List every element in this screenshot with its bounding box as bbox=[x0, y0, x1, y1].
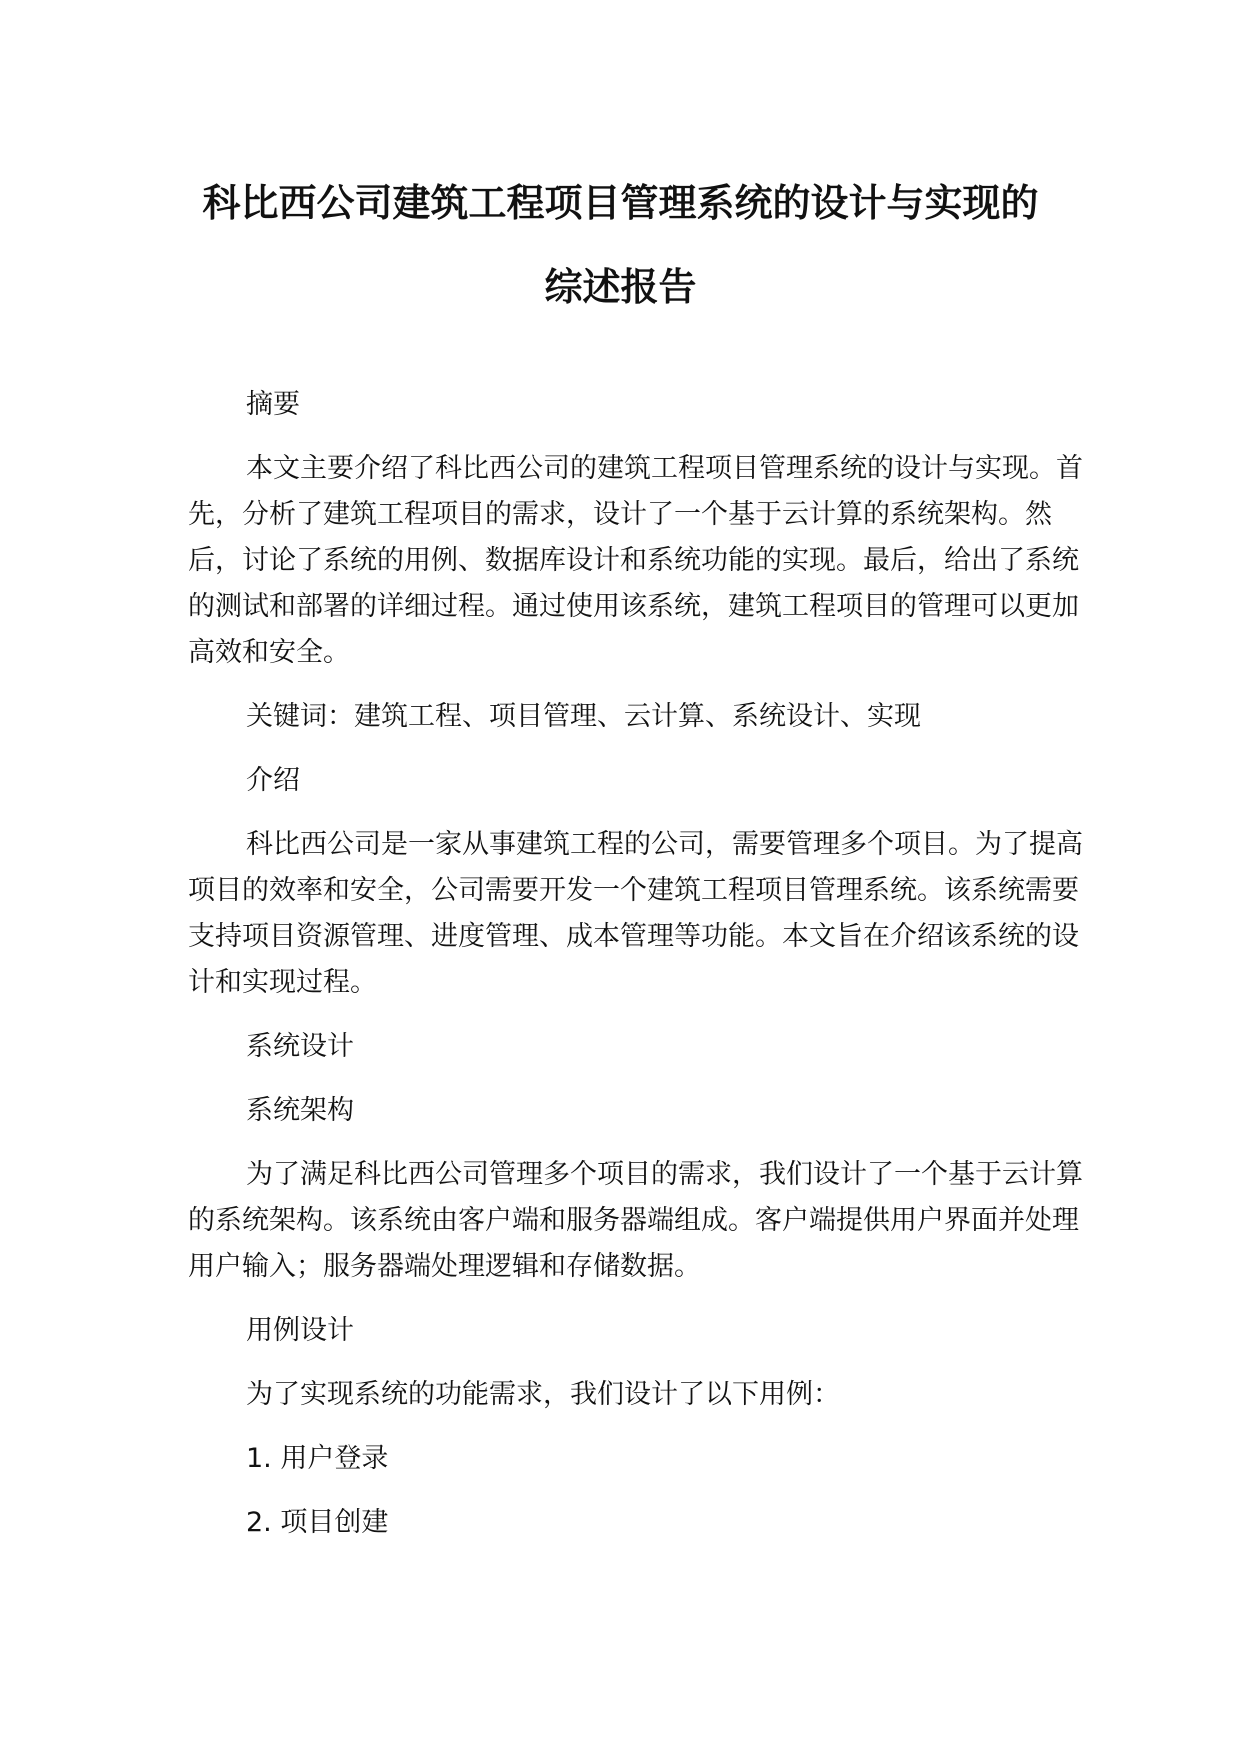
use-case-item: 2. 项目创建 bbox=[246, 1507, 389, 1538]
architecture-paragraph: 为了满足科比西公司管理多个项目的需求，我们设计了一个基于云计算的系统架构。该系统由客户端和服务器端组成。客户端提供用户界面并处理用户输入；服务器端处理逻辑和存储数据。 bbox=[188, 1159, 1083, 1282]
document-body bbox=[188, 382, 1088, 1546]
use-case-heading: 用例设计 bbox=[246, 1315, 354, 1346]
keywords-line: 关键词：建筑工程、项目管理、云计算、系统设计、实现 bbox=[246, 701, 921, 732]
system-design-heading: 系统设计 bbox=[246, 1031, 354, 1062]
system-architecture-heading: 系统架构 bbox=[246, 1095, 354, 1126]
document-title-line-2: 综述报告 bbox=[544, 265, 697, 309]
intro-paragraph: 科比西公司是一家从事建筑工程的公司，需要管理多个项目。为了提高项目的效率和安全，公司需要开发一个建筑工程项目管理系统。该系统需要支持项目资源管理、进度管理、成本管理等功能。本文旨在介绍该系统的设计和实现过程。 bbox=[188, 829, 1083, 998]
abstract-paragraph: 本文主要介绍了科比西公司的建筑工程项目管理系统的设计与实现。首先，分析了建筑工程项目的需求，设计了一个基于云计算的系统架构。然后，讨论了系统的用例、数据库设计和系统功能的实现。最后，给出了系统的测试和部署的详细过程。通过使用该系统，建筑工程项目的管理可以更加高效和安全。 bbox=[188, 453, 1083, 668]
use-case-item: 1. 用户登录 bbox=[246, 1443, 389, 1474]
document-title-line-1: 科比西公司建筑工程项目管理系统的设计与实现的 bbox=[202, 181, 1039, 225]
intro-heading: 介绍 bbox=[246, 765, 300, 796]
use-case-intro: 为了实现系统的功能需求，我们设计了以下用例： bbox=[246, 1379, 840, 1410]
abstract-heading: 摘要 bbox=[246, 389, 300, 420]
